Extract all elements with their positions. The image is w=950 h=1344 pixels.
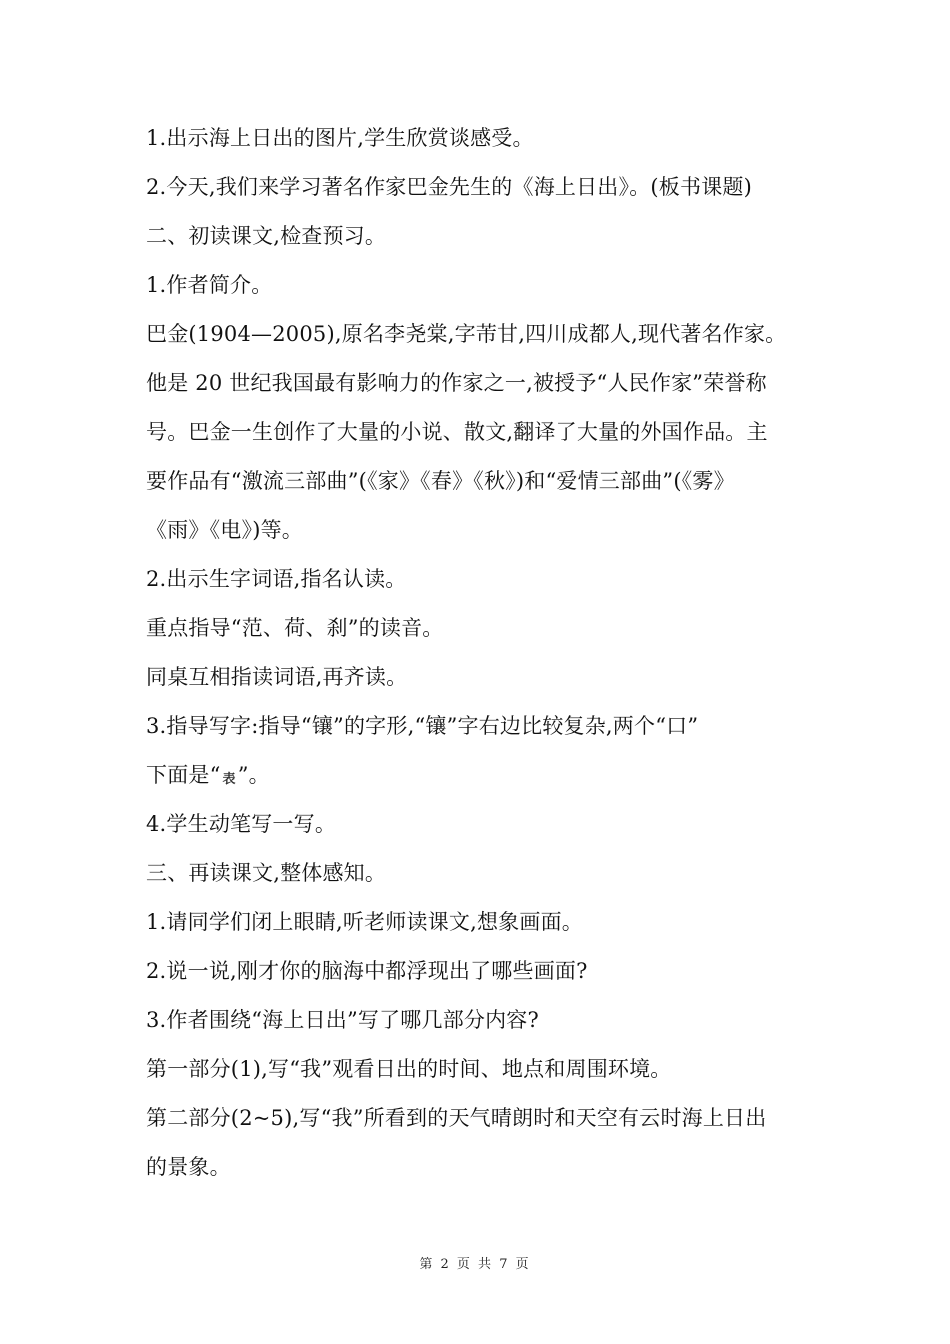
text-line: 第二部分(2~5),写“我”所看到的天气晴朗时和天空有云时海上日出: [146, 1106, 767, 1130]
text-line: 号。巴金一生创作了大量的小说、散文,翻译了大量的外国作品。主: [146, 420, 768, 444]
text-line: 巴金(1904—2005),原名李尧棠,字芾甘,四川成都人,现代著名作家。: [146, 322, 787, 346]
text-line: 重点指导“范、荷、刹”的读音。: [146, 616, 444, 640]
character-component-glyph: 表: [222, 772, 236, 787]
text-line: 第一部分(1),写“我”观看日出的时间、地点和周围环境。: [146, 1057, 672, 1081]
text-fragment: 下面是“: [146, 763, 221, 787]
text-line: 3.指导写字:指导“镶”的字形,“镶”字右边比较复杂,两个“口”: [146, 714, 699, 738]
text-line: 要作品有“激流三部曲”(《家》《春》《秋》)和“爱情三部曲”(《雾》: [146, 469, 735, 493]
text-line: 1.作者简介。: [146, 273, 273, 297]
section-heading: 二、初读课文,检查预习。: [146, 224, 387, 248]
text-line: 同桌互相指读词语,再齐读。: [146, 665, 408, 689]
text-line: 2.说一说,刚才你的脑海中都浮现出了哪些画面?: [146, 959, 588, 983]
text-line: 《雨》《电》)等。: [146, 518, 303, 542]
page-number-footer: 第 2 页 共 7 页: [419, 1257, 531, 1272]
section-heading: 三、再读课文,整体感知。: [146, 861, 387, 885]
document-body: [146, 114, 816, 1192]
text-line: 3.作者围绕“海上日出”写了哪几部分内容?: [146, 1008, 539, 1032]
text-line: 2.今天,我们来学习著名作家巴金先生的《海上日出》。(板书课题): [146, 175, 752, 199]
text-line: 1.请同学们闭上眼睛,听老师读课文,想象画面。: [146, 910, 583, 934]
text-line: 4.学生动笔写一写。: [146, 812, 337, 836]
text-line: 2.出示生字词语,指名认读。: [146, 567, 407, 591]
text-line: 1.出示海上日出的图片,学生欣赏谈感受。: [146, 126, 534, 150]
text-line-with-glyph: [146, 751, 816, 800]
text-line: 的景象。: [146, 1155, 231, 1179]
text-fragment: ”。: [237, 763, 270, 787]
text-line: 他是 20 世纪我国最有影响力的作家之一,被授予“人民作家”荣誉称: [146, 371, 767, 395]
